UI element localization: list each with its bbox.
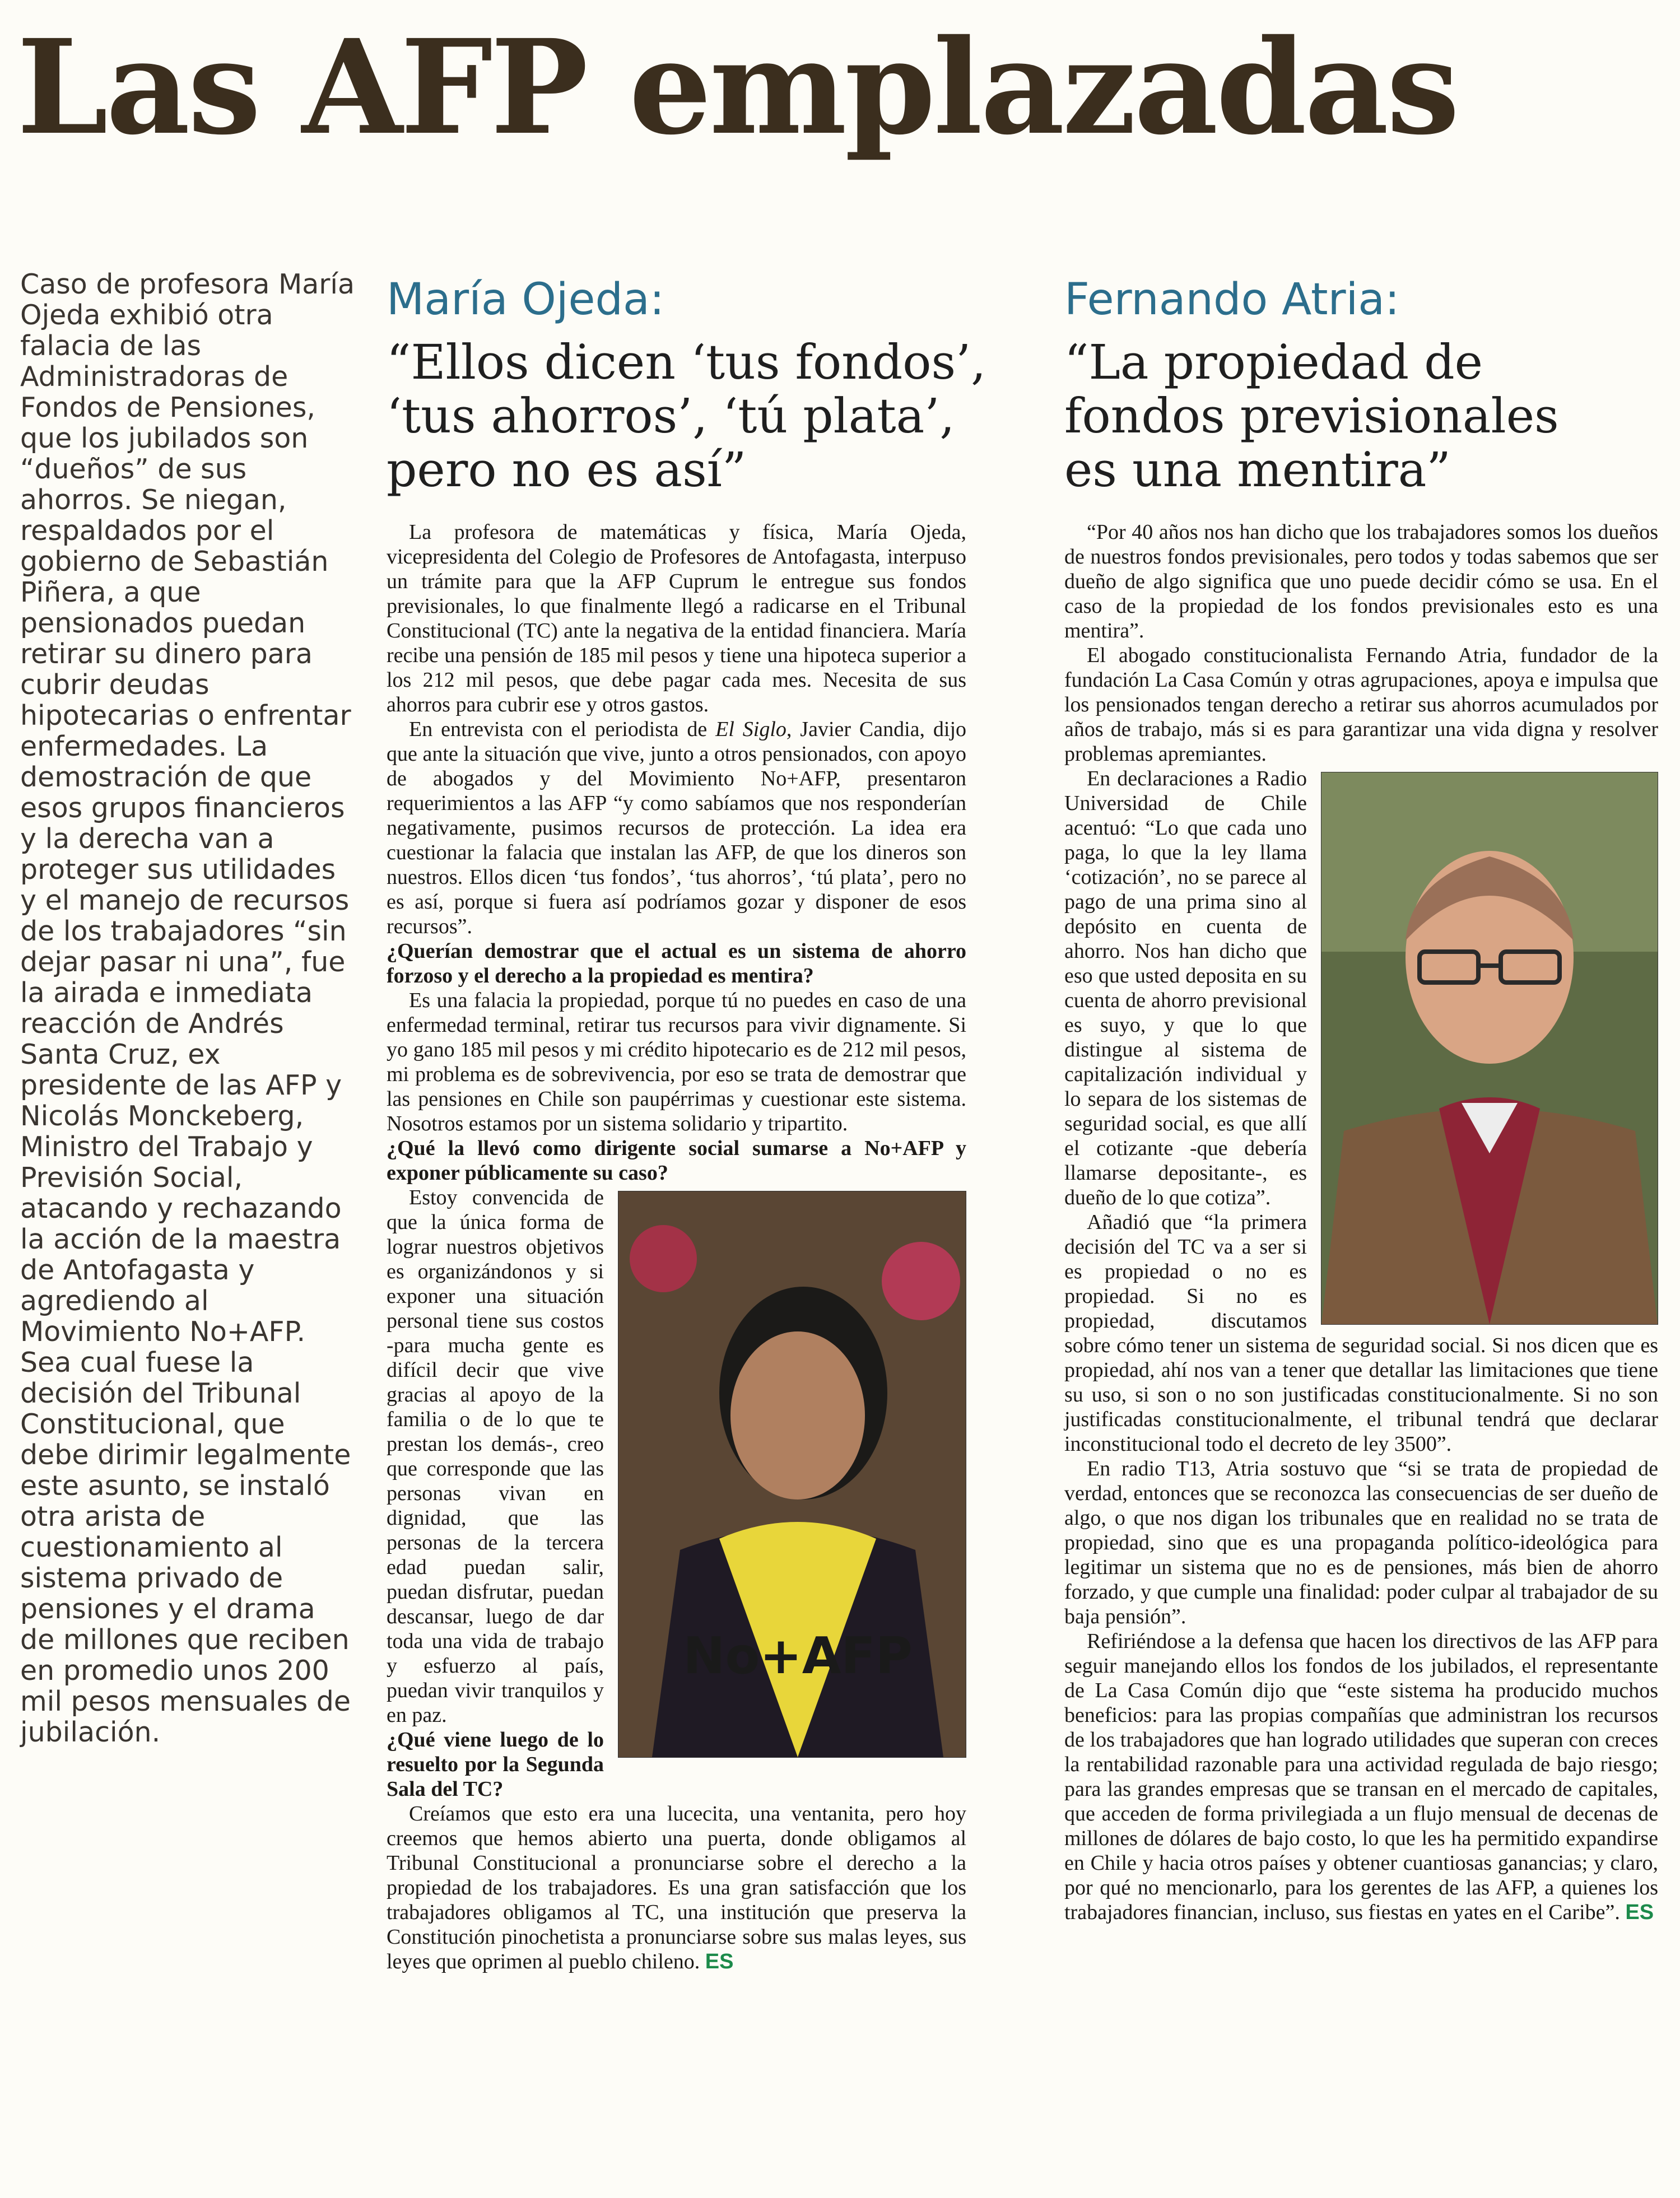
end-mark: ES [705, 1950, 734, 1973]
article-quote [1064, 336, 1658, 497]
end-mark: ES [1625, 1901, 1654, 1924]
article-maria-ojeda [387, 263, 986, 1974]
fernando-atria-photo [1321, 772, 1658, 1325]
paragraph-text: En entrevista con el periodista de [409, 718, 716, 741]
shirt-slogan: No+AFP [683, 1627, 913, 1685]
paragraph-text: Creíamos que esto era una lucecita, una ventanita, pero hoy creemos que hemos abierto una puerta, donde obligamos al Tribunal Constitucional a pronunciarse sobre el derecho a la propiedad de los trabajadores. Es una gran satisfacción que los trabajadores obligamos al TC, una institución que preserva la Constitución pinochetista a pronunciarse sobre sus malas leyes, sus leyes que oprimen al pueblo chileno. [387, 1802, 966, 1973]
interview-answer [387, 1801, 966, 1974]
quote-line: “La propiedad de [1064, 335, 1483, 390]
paragraph: “Por 40 años nos han dicho que los trabajadores somos los dueños de nuestros fondos previsionales, pero todos y todas sabemos que ser dueño de algo significa que uno puede decidir cómo se usa. En el caso de la propiedad de los fondos previsionales esto es una mentira”. [1064, 520, 1658, 642]
interview-question: ¿Qué la llevó como dirigente social sumarse a No+AFP y exponer públicamente su caso? [387, 1137, 966, 1185]
interview-answer: Estoy convencida de que la única forma de lograr nuestros objetivos es organizándonos y si exponer una situación personal tiene sus costos -para mucha gente es difícil decir que vive gracias al apoyo de la familia o de lo que te prestan los demás-, creo que corresponde que las personas vivan en dignidad, que las personas de la tercera edad puedan salir, puedan disfrutar, puedan descansar, luego de dar toda una vida de trabajo y esfuerzo al país, puedan vivir tranquilos y en paz. [387, 1186, 604, 1727]
paragraph: La profesora de matemáticas y física, María Ojeda, vicepresidenta del Colegio de Profesores de Antofagasta, interpuso un trámite para que la AFP Cuprum le entregue sus fondos previsionales, lo que finalmente llegó a radicarse en el Tribunal Constitucional (TC) ante la negativa de la entidad financiera. María recibe una pensión de 185 mil pesos y tiene una hipoteca superior a los 212 mil pesos, que debe pagar cada mes. Necesita de sus ahorros para cubrir ese y otros gastos. [387, 520, 966, 716]
interview-answer: Es una falacia la propiedad, porque tú no puedes en caso de una enfermedad terminal, retirar tus recursos para vivir dignamente. Si yo gano 185 mil pesos y mi crédito hipotecario es de 212 mil pesos, mi problema es de sobrevivencia, por eso se trata de demostrar que las pensiones en Chile son paupérrimas y cuestionar este sistema. Nosotros estamos por un sistema solidario y tripartito. [387, 989, 966, 1135]
article-body [1064, 520, 1658, 1925]
paragraph [1064, 1629, 1658, 1925]
intro-column [20, 269, 356, 1748]
article-fernando-atria [1064, 263, 1658, 1925]
quote-line: ‘tus ahorros’, ‘tú plata’, [387, 389, 955, 444]
paragraph [387, 717, 966, 939]
interview-question: ¿Qué viene luego de lo resuelto por la Segunda Sala del TC? [387, 1728, 604, 1801]
article-body [387, 520, 966, 1974]
article-quote [387, 335, 986, 498]
quote-line: fondos previsionales [1064, 389, 1559, 444]
intro-text: Caso de profesora María Ojeda exhibió otra falacia de las Administradoras de Fondos de Pensiones, que los jubilados son “dueños” de sus ahorros. Se niegan, respaldados por el gobierno de Sebastián Piñera, a que pensionados puedan retirar su dinero para cubrir deudas hipotecarias o enfrentar enfermedades. La demostración de que esos grupos financieros y la derecha van a proteger sus utilidades y el manejo de recursos de los trabajadores “sin dejar pasar ni una”, fue la airada e inmediata reacción de Andrés Santa Cruz, ex presidente de las AFP y Nicolás Monckeberg, Ministro del Trabajo y Previsión Social, atacando y rechazando la acción de la maestra de Antofagasta y agrediendo al Movimiento No+AFP. Sea cual fuese la decisión del Tribunal Constitucional, que debe dirimir legalmente este asunto, se instaló otra arista de cuestionamiento al sistema privado de pensiones y el drama de millones que reciben en promedio unos 200 mil pesos mensuales de jubilación. [20, 268, 355, 1748]
maria-ojeda-photo [618, 1191, 966, 1758]
interview-question: ¿Querían demostrar que el actual es un sistema de ahorro forzoso y el derecho a la propiedad es mentira? [387, 939, 966, 988]
article-name: María Ojeda: [387, 274, 665, 325]
paragraph: El abogado constitucionalista Fernando Atria, fundador de la fundación La Casa Común y otras agrupaciones, apoya e impulsa que los pensionados tengan derecho a retirar sus ahorros acumulados por años de trabajo, más si es para garantizar una vida digna y resolver problemas apremiantes. [1064, 644, 1658, 766]
article-name: Fernando Atria: [1064, 274, 1400, 325]
paragraph-text: , Javier Candia, dijo que ante la situación que vive, junto a otros pensionados, con apoyo de abogados y del Movimiento No+AFP, presentaron requerimientos a las AFP “y como sabíamos que nos responderían negativamente, pusimos recursos de protección. La idea era cuestionar la falacia que instalan las AFP, de que los dineros son nuestros. Ellos dicen ‘tus fondos’, ‘tus ahorros’, ‘tú plata’, pero no es así, porque si fuera así podríamos gozar y disponer de esos recursos”. [387, 718, 967, 938]
headline: Las AFP emplazadas [17, 11, 1458, 164]
paragraph: En declaraciones a Radio Universidad de Chile acentuó: “Lo que cada uno paga, lo que la ley llama ‘cotización’, no se parece al pago de una prima sino al depósito en cuenta de ahorro. Nos han dicho que eso que usted deposita en su cuenta de ahorro previsional es suyo, y que lo que distingue al sistema de capitalización individual y lo separa de los sistemas de seguridad social, es que allí el cotizante -que debería llamarse depositante-, es dueño de lo que cotiza”. [1064, 767, 1307, 1209]
paragraph-text: Refiriéndose a la defensa que hacen los directivos de las AFP para seguir manejando ellos los fondos de los jubilados, el representante de La Casa Común dijo que “este sistema ha producido muchos beneficios: para las propias compañías que administran los recursos de los trabajadores que han logrado utilidades que superan con creces la rentabilidad razonable para una actividad regulada de bajo riesgo; para las grandes empresas que se transan en el mercado de capitales, que acceden de forma privilegiada a un flujo mensual de decenas de millones de dólares de bajo costo, lo que les ha permitido expandirse en Chile y hacia otros países y obtener cuantiosas ganancias; y claro, por qué no mencionarlo, para los gerentes de las AFP, a quienes los trabajadores financian, incluso, sus fiestas en yates en el Caribe”. [1064, 1629, 1658, 1924]
publication-name: El Siglo [715, 718, 787, 741]
paragraph: Añadió que “la primera decisión del TC va a ser si es propiedad o no es propiedad. Si no es propiedad, discutamos sobre cómo tener un sistema de seguridad social. Si nos dicen que es propiedad, ahí nos van a tener que detallar las limitaciones que tiene su uso, si son o no son justificadas constitucionalmente. Si no son justificadas constitucionalmente, el tribunal tendrá que declarar inconstitucional todo el decreto de ley 3500”. [1064, 1210, 1658, 1456]
quote-line: “Ellos dicen ‘tus fondos’, [387, 335, 986, 390]
paragraph: En radio T13, Atria sostuvo que “si se trata de propiedad de verdad, entonces que se reconozca las consecuencias de ser dueño de algo, o que nos digan los tribunales que en realidad no se trata de propiedad, sino que es una propaganda político-ideológica para legitimar un sistema que no es de pensiones, más bien de ahorro forzado, y que cumple una finalidad: poder culpar al trabajador de su baja pensión”. [1064, 1457, 1658, 1628]
quote-line: pero no es así” [387, 443, 747, 498]
quote-line: es una mentira” [1064, 443, 1451, 498]
